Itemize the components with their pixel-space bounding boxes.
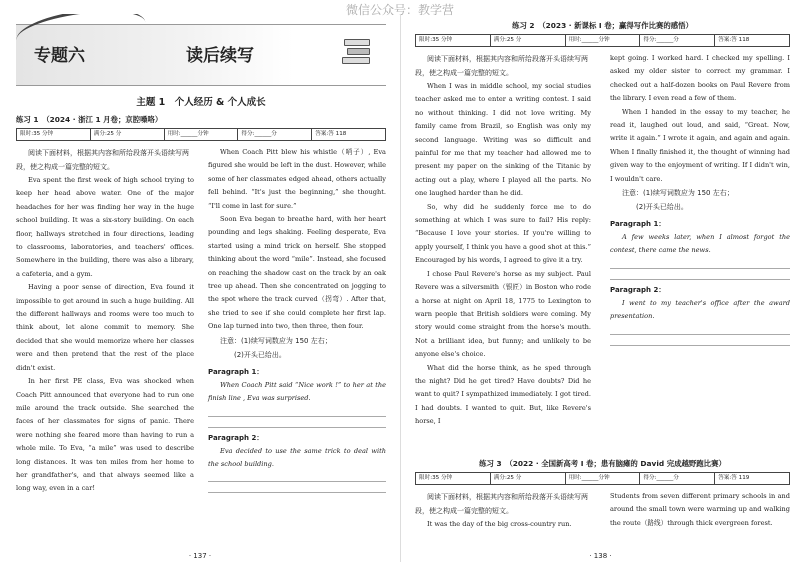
writing-line[interactable] xyxy=(610,345,790,346)
exercise-2-info-table xyxy=(415,34,790,47)
passage-paragraph: kept going. I worked hard. I checked my spelling. I asked my older sister to correct my grammar. I checked out a half-dozen books on Paul Revere from the library. I even read a few of them. xyxy=(610,54,790,103)
note-line: (2)开头已给出。 xyxy=(234,350,286,359)
ex3-column-1 xyxy=(415,490,591,531)
info-cell: 得分:______分 xyxy=(238,129,312,140)
paragraph-2-label: Paragraph 2： xyxy=(208,433,264,442)
info-cell: 限时:35 分钟 xyxy=(17,129,91,140)
watermark: 微信公众号：教学营 xyxy=(345,3,454,17)
passage-paragraph: What did the horse think, as he sped through the night? Did he get tired? Have doubts? Did he want to quit? I sympathized immediately. I got tired. I had doubts. I wanted to quit. But, like Revere's horse, I xyxy=(415,363,591,426)
ex3-column-2 xyxy=(610,490,790,531)
instruction: 阅读下面材料，根据其内容和所给段落开头语续写两段，使之构成一篇完整的短文。 xyxy=(16,149,189,171)
info-cell: 答案:答 118 xyxy=(315,131,347,137)
info-cell: 限时:35 分钟 xyxy=(416,473,491,484)
info-cell: 限时:35 分钟 xyxy=(416,35,491,46)
note-line: 注意：(1)续写词数应为 150 左右； xyxy=(622,189,734,198)
right-page xyxy=(400,14,800,562)
writing-line[interactable] xyxy=(208,427,386,428)
books-icon xyxy=(344,39,370,69)
passage-paragraph: So, why did he suddenly force me to do something at which I was sure to fail? His reply: “Because I love your stories. If you're willing to apply yourself, I think you have a good shot at this.” Encouraged by his words, I agreed to give it a try. xyxy=(415,202,591,265)
info-cell: 答案:答 119 xyxy=(718,475,750,481)
exercise-3-info-table xyxy=(415,472,790,485)
paragraph-1-label: Paragraph 1： xyxy=(208,367,264,376)
paragraph-1-start: A few weeks later, when I almost forgot the contest, there came the news. xyxy=(610,233,790,255)
writing-line[interactable] xyxy=(208,481,386,482)
instruction: 阅读下面材料，根据其内容和所给段落开头语续写两段，使之构成一篇完整的短文。 xyxy=(415,493,588,515)
passage-paragraph: Eva spent the first week of high school trying to keep her head above water. One of the major headaches for her was finding her way in the huge school building. It was a six-story building. On each floor, hallways stretched in four directions, leading to classrooms, laboratories, and teachers' offices. Somewhere in the building, there was also a library, a cafeteria, and a gym. xyxy=(16,176,194,278)
info-cell: 满分:25 分 xyxy=(91,129,165,140)
page-number: · 138 · xyxy=(589,552,612,560)
exercise-3-title: 练习 3 （2022 · 全国新高考 I 卷；患有脑瘫的 David 完成越野跑比赛） xyxy=(479,459,726,468)
right-column-2 xyxy=(610,52,790,452)
exercise-1-body xyxy=(16,146,386,496)
left-page xyxy=(0,14,400,562)
info-cell: 用时:______分钟 xyxy=(165,129,239,140)
info-cell: 满分:25 分 xyxy=(491,473,566,484)
instruction: 阅读下面材料，根据其内容和所给段落开头语续写两段，使之构成一篇完整的短文。 xyxy=(415,55,588,77)
passage-paragraph: When Coach Pitt blew his whistle（哨子）, Eva figured she would be left in the dust. However, while some of her classmates edged ahead, others actually fell behind. “It's just the beginning,” she thought. “I'll come in last for sure.” xyxy=(208,148,386,210)
info-cell: 满分:25 分 xyxy=(491,35,566,46)
paragraph-1-label: Paragraph 1： xyxy=(610,220,666,229)
info-cell: 得分:______分 xyxy=(640,35,715,46)
passage-paragraph: Soon Eva began to breathe hard, with her heart pounding and legs shaking. Feeling desperate, Eva started using a mind trick on herself. She stopped thinking about the word “mile”. Instead, she focused on reaching the shadow cast on the track by an oak tree up ahead. Then she concentrated on jogging to the spot where the track curved（拐弯）. After that, she tried to see if she could complete her first lap. One lap turned into two, then three, then four. xyxy=(208,215,386,331)
exercise-2-body xyxy=(415,52,790,452)
passage-paragraph: Students from seven different primary schools in and around the small town were warming up and walking the route（路线）through thick evergreen forest. xyxy=(610,492,790,527)
passage-paragraph: In her first PE class, Eva was shocked when Coach Pitt announced that everyone had to run one mile around the track outside. She searched the faces of her classmates for signs of panic. There were nothing she feared more than having to run a whole mile. To Eva, “a mile” was used to describe long distances. It was ten miles from her home to her grandfather's, and that always seemed like a long way, even in a car! xyxy=(16,377,194,493)
note-line: 注意：(1)续写词数应为 150 左右； xyxy=(220,336,332,345)
writing-line[interactable] xyxy=(610,268,790,269)
exercise-2-title: 练习 2 （2023 · 新课标 I 卷；赢得写作比赛的感悟） xyxy=(512,21,693,30)
page-number: · 137 · xyxy=(188,552,212,560)
info-cell: 答案:答 118 xyxy=(718,37,750,43)
unit-label: 专题六 xyxy=(34,46,85,66)
theme-title: 主题 1 个人经历 & 个人成长 xyxy=(136,97,266,108)
unit-title: 读后续写 xyxy=(186,46,254,66)
paragraph-2-start: I went to my teacher's office after the award presentation. xyxy=(610,298,790,321)
info-cell: 用时:______分钟 xyxy=(566,473,641,484)
passage-paragraph: It was the day of the big cross-country run. xyxy=(427,520,572,528)
info-cell: 得分:______分 xyxy=(640,473,715,484)
exercise-3-body xyxy=(415,490,790,531)
exercise-1-title: 练习 1 （2024 · 浙江 1 月卷；京腔嗓咯） xyxy=(16,115,163,124)
unit-banner xyxy=(16,24,386,86)
passage-paragraph: Having a poor sense of direction, Eva found it impossible to get around in such a huge building. All the different hallways and rooms were too much to think about, let alone commit to memory. She decided that she would memorize where her classes were and then pretend that the rest of the place didn't exist. xyxy=(16,283,194,372)
writing-line[interactable] xyxy=(610,334,790,335)
writing-line[interactable] xyxy=(610,279,790,280)
note-line: (2)开头已给出。 xyxy=(636,203,688,212)
passage-paragraph: I chose Paul Revere's horse as my subject. Paul Revere was a silversmith（银匠）in Boston who rode a horse at night on April 18, 1775 to Lexington to warn people that British soldiers were coming. My story would come straight from the horse's mouth. Not a brilliant idea, but funny; and unlikely to be anyone else's choice. xyxy=(415,269,591,359)
paragraph-2-label: Paragraph 2： xyxy=(610,285,666,294)
paragraph-1-start: When Coach Pitt said “Nice work !” to her at the finish line , Eva was surprised. xyxy=(208,380,386,403)
writing-line[interactable] xyxy=(208,416,386,417)
info-cell: 用时:______分钟 xyxy=(566,35,641,46)
right-column-1 xyxy=(415,52,591,452)
passage-paragraph: When I was in middle school, my social studies teacher asked me to enter a writing contest. I said no without thinking. I did not love writing. My family came from Brazil, so English was only my second language. Writing was so difficult and painful for me that my teacher had allowed me to present my paper on the sinking of the Titanic by acting out a play, where I played all the parts. No one laughed harder than he did. xyxy=(415,82,591,198)
exercise-1-info-table xyxy=(16,128,386,141)
writing-line[interactable] xyxy=(208,492,386,493)
passage-paragraph: When I handed in the essay to my teacher, he read it, laughed out loud, and said, “Great. Now, write it again.” I wrote it again, and again and again. When I finally finished it, the thought of winning had given way to the enjoyment of writing. If I didn't win, I wouldn't care. xyxy=(610,107,790,183)
left-column-1 xyxy=(16,146,194,496)
paragraph-2-start: Eva decided to use the same trick to deal with the school building. xyxy=(208,446,386,468)
left-column-2 xyxy=(208,146,386,496)
